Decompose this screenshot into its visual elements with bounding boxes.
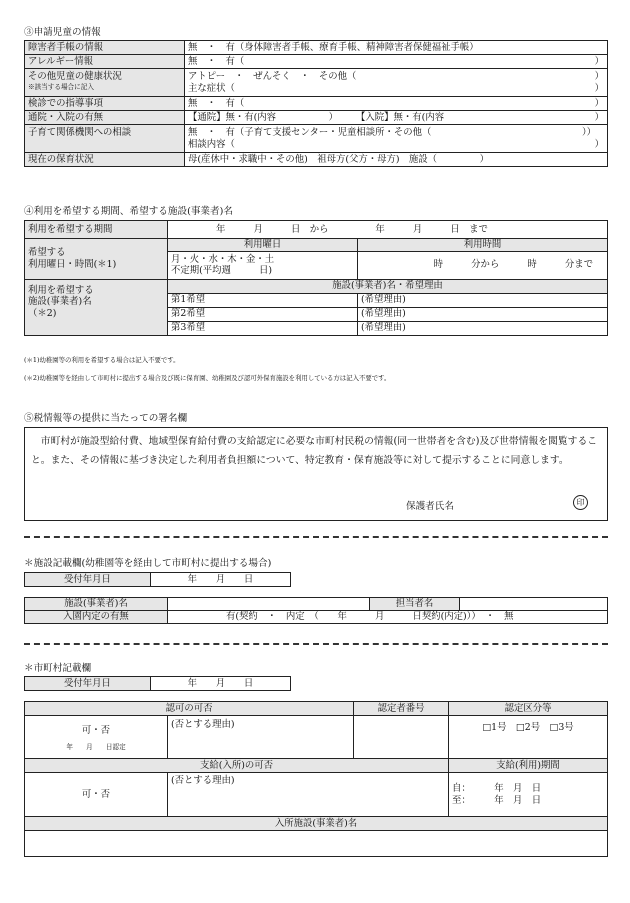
cert-no-input[interactable] xyxy=(354,716,449,759)
health-value: アトピー ・ ぜんそく ・ その他（ xyxy=(188,70,357,82)
inpatient-value: 【入院】無・有(内容 xyxy=(356,111,445,123)
inpatient-close: ） xyxy=(594,111,604,123)
admit-head: 入所施設(事業者)名 xyxy=(25,817,608,831)
table-row xyxy=(25,573,291,587)
outpatient-value: 【通院】無・有(内容 xyxy=(188,111,277,123)
health-sublabel: ※該当する場合に記入 xyxy=(28,82,94,91)
health-field[interactable] xyxy=(185,69,608,97)
allergy-label: アレルギー情報 xyxy=(25,55,185,69)
seal-icon: 印 xyxy=(573,495,588,510)
day-head: 利用曜日 xyxy=(168,239,358,252)
care-status-close: ） xyxy=(479,153,490,165)
choice-1-label[interactable]: 第1希望 xyxy=(168,293,358,307)
consent-text: 市町村が施設型給付費、地域型保育給付費の支給認定に必要な市町村民税の情報(同一世帯者を含む)及び世帯情報を閲覧すること。また、その情報に基づき決定した利用者負担額について、特定教育・保育施設等に対して提示することに同意します。 xyxy=(31,436,598,466)
supply-period[interactable] xyxy=(449,773,608,817)
note-1: (＊1)幼稚園等の利用を希望する場合は記入不要です。 xyxy=(24,356,180,364)
disability-label: 障害者手帳の情報 xyxy=(25,41,185,55)
enroll-label: 入園内定の有無 xyxy=(25,611,168,624)
choice-1-reason[interactable]: (希望理由) xyxy=(358,293,608,307)
care-status-value: 母(産休中・求職中・その他) 祖母方(父方・母方) 施設（ xyxy=(188,153,438,165)
fac-label-2: 施設(事業者)名 xyxy=(28,296,92,308)
choice-2-reason[interactable]: (希望理由) xyxy=(358,307,608,321)
city-title: ＊市町村記載欄 xyxy=(24,663,92,674)
approval-cell[interactable] xyxy=(25,716,168,759)
facility-person-label: 担当者名 xyxy=(370,598,460,611)
table-row xyxy=(25,41,608,55)
consult-close: ） xyxy=(594,138,604,150)
table-row xyxy=(25,611,608,624)
cert-classes[interactable]: □1号 □2号 □3号 xyxy=(449,716,608,759)
note-2: (＊2)幼稚園等を経由して市町村に提出する場合及び既に保育園、幼稚園及び認可外保育施設を利用している方は記入不要です。 xyxy=(24,374,391,382)
health-close-2: ） xyxy=(594,82,604,94)
facility-person-input[interactable] xyxy=(460,598,608,611)
disability-value[interactable]: 無 ・ 有（身体障害者手帳、療育手帳、精神障害者保健福祉手帳） xyxy=(185,41,608,55)
period-from: 自： 年 月 日 xyxy=(452,782,542,794)
applicant-child-table xyxy=(24,40,608,167)
allergy-value: 無 ・ 有（ xyxy=(188,55,245,67)
irregular-value: 不定期(平均週 日) xyxy=(171,265,273,277)
days-field[interactable] xyxy=(168,251,358,279)
table-row xyxy=(25,153,608,167)
table-row xyxy=(25,97,608,111)
time-value[interactable]: 時 分から 時 分まで xyxy=(358,251,608,279)
city-date-label: 受付年月日 xyxy=(25,677,151,691)
health-close-1: ） xyxy=(594,70,604,82)
table-row xyxy=(25,111,608,125)
cert-class-head: 認定区分等 xyxy=(449,702,608,716)
consent-text-wrap xyxy=(25,428,607,470)
approval-head: 認可の可否 xyxy=(25,702,354,716)
enroll-value[interactable]: 有(契約 ・ 内定 （ 年 月 日契約(内定)）） ・ 無 xyxy=(168,611,608,624)
health-symptom: 主な症状（ xyxy=(188,82,235,94)
table-row xyxy=(25,702,608,716)
period-label: 利用を希望する期間 xyxy=(25,221,168,239)
table-row xyxy=(25,239,608,252)
day-label-2: 利用曜日・時間(＊1) xyxy=(28,258,117,270)
table-row xyxy=(25,773,608,817)
care-status-label: 現在の保育状況 xyxy=(25,153,185,167)
section5-title: ⑤税情報等の提供に当たっての署名欄 xyxy=(24,413,188,424)
approval-date: 年 月 日認定 xyxy=(66,742,126,751)
table-row xyxy=(25,125,608,153)
facility-name-input[interactable] xyxy=(168,598,370,611)
consult-label: 子育て関係機関への相談 xyxy=(25,125,185,153)
outpatient-close: ） xyxy=(328,111,339,123)
facility-date-label: 受付年月日 xyxy=(25,573,151,587)
day-label-1: 希望する xyxy=(28,247,66,259)
checkup-label: 検診での指導事項 xyxy=(25,97,185,111)
city-date-table xyxy=(24,676,291,691)
table-row xyxy=(25,831,608,857)
table-row xyxy=(25,598,608,611)
checkup-field[interactable] xyxy=(185,97,608,111)
health-label-cell xyxy=(25,69,185,97)
consult-value: 無 ・ 有（子育て支援センター・児童相談所・その他（ xyxy=(188,126,432,138)
hospital-field[interactable] xyxy=(185,111,608,125)
allergy-field[interactable] xyxy=(185,55,608,69)
tax-consent-box xyxy=(24,427,608,521)
fac-label-cell xyxy=(25,279,168,335)
facility-info-table xyxy=(24,597,608,624)
facility-title: ＊施設記載欄(幼稚園等を経由して市町村に提出する場合) xyxy=(24,558,272,569)
fac-head: 施設(事業者)名・希望理由 xyxy=(168,279,608,293)
table-row xyxy=(25,69,608,97)
care-status-field[interactable] xyxy=(185,153,608,167)
period-facility-table xyxy=(24,220,608,336)
approval-yes-no: 可・否 xyxy=(81,724,111,736)
table-row xyxy=(25,716,608,759)
approval-reason[interactable]: (否とする理由) xyxy=(168,716,354,759)
divider-2 xyxy=(24,643,608,645)
table-row xyxy=(25,221,608,239)
health-label: その他児童の健康状況 xyxy=(28,71,122,82)
supply-reason[interactable]: (否とする理由) xyxy=(168,773,449,817)
checkup-value: 無 ・ 有（ xyxy=(188,97,245,109)
facility-date-table xyxy=(24,572,291,587)
checkup-close: ） xyxy=(594,97,604,109)
cert-no-head: 認定者番号 xyxy=(354,702,449,716)
section4-title: ④利用を希望する期間、希望する施設(事業者)名 xyxy=(24,206,233,217)
section3-title: ③申請児童の情報 xyxy=(24,27,101,38)
supply-yes-no[interactable]: 可・否 xyxy=(25,773,168,817)
choice-3-label[interactable]: 第3希望 xyxy=(168,321,358,335)
table-row xyxy=(25,677,291,691)
table-row xyxy=(25,759,608,773)
fac-label-1: 利用を希望する xyxy=(28,284,94,296)
hospital-label: 通院・入院の有無 xyxy=(25,111,185,125)
city-date-value[interactable]: 年 月 日 xyxy=(151,677,291,691)
time-head: 利用時間 xyxy=(358,239,608,252)
day-label-cell xyxy=(25,239,168,280)
consult-field[interactable] xyxy=(185,125,608,153)
allergy-close: ） xyxy=(594,55,604,67)
table-row xyxy=(25,55,608,69)
period-to: 至： 年 月 日 xyxy=(452,794,542,806)
guardian-label: 保護者氏名 xyxy=(406,501,454,512)
divider-1 xyxy=(24,536,608,538)
consult-content: 相談内容（ xyxy=(188,138,235,150)
choice-2-label[interactable]: 第2希望 xyxy=(168,307,358,321)
consult-close-inner: ）） xyxy=(581,126,596,138)
period-value[interactable]: 年 月 日 から 年 月 日 まで xyxy=(168,221,608,239)
table-row xyxy=(25,817,608,831)
facility-name-label: 施設(事業者)名 xyxy=(25,598,168,611)
admit-input[interactable] xyxy=(25,831,608,857)
choice-3-reason[interactable]: (希望理由) xyxy=(358,321,608,335)
fac-label-3: （＊2) xyxy=(28,307,57,319)
table-row xyxy=(25,279,608,293)
city-approval-table xyxy=(24,701,608,857)
supply-head: 支給(入所)の可否 xyxy=(25,759,449,773)
facility-date-value[interactable]: 年 月 日 xyxy=(151,573,291,587)
days-value: 月・火・水・木・金・土 xyxy=(171,253,275,265)
period-head: 支給(利用)期間 xyxy=(449,759,608,773)
